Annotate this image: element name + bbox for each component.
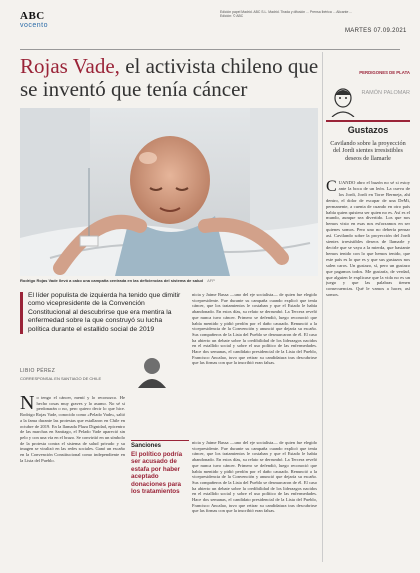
column-dropcap: C: [326, 180, 337, 195]
author-portrait-icon: [130, 352, 170, 388]
author-name: LIBIO PÉREZ: [20, 368, 56, 374]
article-column-1: [20, 395, 125, 565]
column-divider: [322, 52, 323, 562]
column-body-text: UANDO abro el buzón no sé si estoy ante la boca de un león. La cueva de los Jordi, Jordi en Torre Bermeja, ahí dentro, el dolor de escapar de una DeMi, permanente, a cuenta de cuando en otro país había quien quisiera ser quien no es. Así es el mundo, aunque sea divertido. Los que nos hemos visto en esas nos esforzamos en ser quienes somos. Pero uno no debería pensar así. Cavilando sobre la proyección del Jordi sientes irresistibles deseos de llamarle y decirle que se vaya a la mierda, que bastante hemos tenido con lo que hemos tenido, que este país es lo que es y que sus gustazos nos salen caros. Un gustazo, sí, pero un gustazo que pagamos todos. Me gustaría, de verdad, que alguien le explicase que la vida no es un juego y que las palabras tienen consecuencias. Qué le vamos a hacer, así somos.: [326, 180, 410, 298]
headline-rest: el activista chileno que se inventó que tenía cáncer: [20, 54, 319, 101]
author-role: CORRESPONSAL EN SANTIAGO DE CHILE: [20, 376, 102, 381]
header-rule: [20, 49, 400, 50]
sanctions-headline: El político podría ser acusado de estafa por haber aceptado donaciones para los tratamientos: [131, 451, 183, 496]
main-photo: [20, 108, 318, 276]
article-lead: El líder populista de izquierda ha tenido que dimitir como vicepresidente de la Convención Constitucional al descubrirse que era mentira la enfermedad sobre la que construyó su lucha política durante el estallido social de 2019: [20, 292, 183, 334]
column-2-text: nicia y Jaime Bassa —uno del eje socialista— de quien fue elegido vicepresidente. Fue durante su campaña cuando explicó que tenía cáncer, que los tratamientos le costaban y que el Estado le había abandonado. En estos días, su relato se derrumbó. La Tercera reveló que nunca tuvo cáncer. Primero se defendió, luego reconoció que había mentido y pidió perdón por el daño causado. Renunció a la vicepresidencia de la Convención y anunció que dejaría su escaño. Sus compañeros de la Lista del Pueblo se desmarcaron de él. El caso ha abierto un debate sobre la credibilidad de los liderazgos nacidos en el estallido social y sobre el uso político de las enfermedades. Hace dos semanas, el candidato presidencial de la Lista del Pueblo, Francisco Ancalao, tuvo que retirar su candidatura tras descubrirse que las firmas con que la inscribió eran falsas.: [192, 292, 317, 366]
caption-text: Rodrigo Rojas Vade llevó a cabo una campaña centrada en las deficiencias del sistema de salud: [20, 278, 203, 283]
sanctions-kicker: Sanciones: [131, 440, 189, 449]
headline-name: Rojas Vade,: [20, 54, 120, 78]
main-headline: [20, 55, 320, 101]
column-body: [326, 180, 410, 563]
hospital-photo-illustration: [20, 108, 318, 276]
column-1-text: o tengo el cáncer, mentí y lo reconozco. He hecho cosas muy graves y lo asumo. No sé si perdonarán o no, pero quiero decir lo que hice. Rodrigo Rojas Vade, conocido como «Pelado Vade», saltó a la fama durante las protestas que estallaron en Chile en octubre de 2019. En la llamada Plaza Dignidad, epicentro de las marchas en Santiago, el Pelado Vade apareció sin pelo y con una vía en el brazo. Se convirtió en un símbolo de la protesta contra el sistema de salud privado y su imagen se viralizó en las redes sociales. Ganó un escaño en la Convención Constitucional como independiente en la Lista del Pueblo.: [20, 395, 125, 463]
sanctions-box: [131, 440, 189, 495]
article-column-3: [192, 440, 317, 565]
column-title: Gustazos: [326, 120, 410, 135]
column-deck: Cavilando sobre la proyección del Jordi sientes irresistibles deseos de llamarle: [330, 140, 406, 162]
print-credits: Edición papel Madrid. ABC S.L. Madrid. Tirada y difusión ... Prensa Ibérica ... Alicante ... Edición: © ABC: [220, 10, 353, 19]
author-photo: [130, 352, 170, 388]
column-3-text: nicia y Jaime Bassa —uno del eje socialista— de quien fue elegido vicepresidente. Fue durante su campaña cuando explicó que tenía cáncer, que los tratamientos le costaban y que el Estado le había abandonado. En estos días, su relato se derrumbó. La Tercera reveló que nunca tuvo cáncer. Primero se defendió, luego reconoció que había mentido y pidió perdón por el daño causado. Renunció a la vicepresidencia de la Convención y anunció que dejaría su escaño. Sus compañeros de la Lista del Pueblo se desmarcaron de él. El caso ha abierto un debate sobre la credibilidad de los liderazgos nacidos en el estallido social y sobre el uso político de las enfermedades. Hace dos semanas, el candidato presidencial de la Lista del Pueblo, Francisco Ancalao, tuvo que retirar su candidatura tras descubrirse que las firmas con que la inscribió eran falsas.: [192, 440, 317, 514]
masthead: [20, 10, 400, 48]
photo-caption: [20, 278, 318, 283]
columnist-name: RAMÓN PALOMAR: [361, 90, 410, 96]
column-kicker: PERDIGONES DE PLATA: [359, 70, 410, 75]
article-column-2-text: [192, 292, 317, 437]
newspaper-logo: ABC: [20, 10, 45, 22]
photo-credit: AFP: [207, 278, 215, 283]
issue-date: MARTES 07.09.2021: [345, 28, 407, 34]
section-label: vocento: [20, 22, 49, 29]
dropcap: N: [20, 395, 35, 414]
